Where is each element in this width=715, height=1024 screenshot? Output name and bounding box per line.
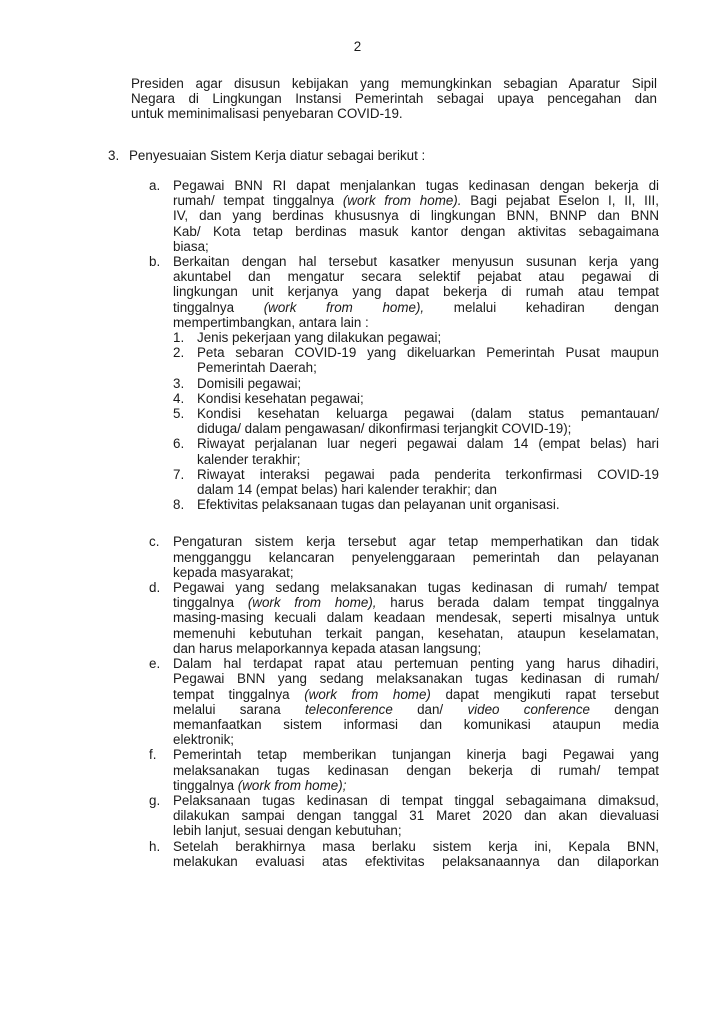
item-h xyxy=(149,839,659,869)
criteria-number: 7. xyxy=(173,466,185,482)
italic-term: (work from home), xyxy=(247,595,377,611)
item-line: dan harus melaporkannya kepada atasan langsung; xyxy=(173,640,482,656)
item-line: biasa; xyxy=(173,238,209,254)
item-line: rumah/ tempat tinggalnya (work from home). Bagi pejabat Eselon I, II, III, xyxy=(173,193,659,209)
criteria-number: 4. xyxy=(173,390,185,406)
criteria-number: 8. xyxy=(173,497,185,513)
criteria-line: kalender terakhir; xyxy=(197,451,301,467)
criteria-item xyxy=(173,406,659,436)
page-number: 2 xyxy=(353,39,362,54)
item-label: g. xyxy=(149,792,161,808)
item-line: dilakukan sampai dengan tanggal 31 Maret 2020 dan akan dievaluasi xyxy=(173,808,659,824)
criteria-line: Efektivitas pelaksanaan tugas dan pelayanan unit organisasi. xyxy=(197,497,560,513)
item-line: Pelaksanaan tugas kedinasan di tempat tinggal sebagaimana dimaksud, xyxy=(173,792,659,808)
intro-line: Negara di Lingkungan Instansi Pemerintah sebagai upaya pencegahan dan xyxy=(131,91,657,107)
criteria-line: Kondisi kesehatan pegawai; xyxy=(197,390,364,406)
item-line: lebih lanjut, sesuai dengan kebutuhan; xyxy=(173,823,402,839)
item-line: melalui sarana teleconference dan/ video conference dengan xyxy=(173,701,659,717)
criteria-line: dalam 14 (empat belas) hari kalender terakhir; dan xyxy=(197,482,497,498)
criteria-item xyxy=(173,330,659,345)
item-line: tinggalnya (work from home), harus berada dalam tempat tinggalnya xyxy=(173,595,659,611)
item-label: e. xyxy=(149,656,161,672)
criteria-line: Jenis pekerjaan yang dilakukan pegawai; xyxy=(197,330,442,346)
item-label: h. xyxy=(149,838,161,854)
item-line: tempat tinggalnya (work from home) dapat mengikuti rapat tersebut xyxy=(173,686,659,702)
item-line: Dalam hal terdapat rapat atau pertemuan penting yang harus dihadiri, xyxy=(173,656,659,672)
italic-term: (work from home) xyxy=(304,686,431,702)
item-line: Kab/ Kota tetap berdinas masuk kantor dengan aktivitas sebagaimana xyxy=(173,223,659,239)
criteria-item xyxy=(173,376,659,391)
item-line: Berkaitan dengan hal tersebut kasatker menyusun susunan kerja yang xyxy=(173,254,659,270)
item-line: Pegawai BNN yang sedang melaksanakan tugas kedinasan di rumah/ xyxy=(173,671,659,687)
item-line: kepada masyarakat; xyxy=(173,564,294,580)
criteria-number: 6. xyxy=(173,436,185,452)
item-label: a. xyxy=(149,178,161,193)
section-number: 3. xyxy=(108,148,120,163)
criteria-line: Pemerintah Daerah; xyxy=(197,360,317,376)
item-line: Pengaturan sistem kerja tersebut agar tetap memperhatikan dan tidak xyxy=(173,534,659,550)
intro-line: untuk meminimalisasi penyebaran COVID-19. xyxy=(131,106,403,122)
item-line: melakukan evaluasi atas efektivitas pelaksanaannya dan dilaporkan xyxy=(173,853,659,869)
section-title: Penyesuaian Sistem Kerja diatur sebagai berikut : xyxy=(129,148,426,163)
criteria-line: Peta sebaran COVID-19 yang dikeluarkan Pemerintah Pusat maupun xyxy=(197,345,659,361)
criteria-line: Riwayat perjalanan luar negeri pegawai dalam 14 (empat belas) hari xyxy=(197,436,659,452)
italic-term: (work from home); xyxy=(237,777,347,793)
criteria-number: 1. xyxy=(173,330,185,346)
item-f xyxy=(149,747,659,793)
item-line: IV, dan yang berdinas khususnya di lingkungan BNN, BNNP dan BNN xyxy=(173,208,659,224)
criteria-number: 2. xyxy=(173,345,185,361)
item-line: memenuhi kebutuhan terkait pangan, kesehatan, ataupun keselamatan, xyxy=(173,625,659,641)
item-line: Pegawai BNN RI dapat menjalankan tugas kedinasan dengan bekerja di xyxy=(173,178,659,193)
criteria-item xyxy=(173,391,659,406)
item-line: Setelah berakhirnya masa berlaku sistem kerja ini, Kepala BNN, xyxy=(173,838,659,854)
item-line: Pemerintah tetap memberikan tunjangan kinerja bagi Pegawai yang xyxy=(173,747,659,763)
item-line: Pegawai yang sedang melaksanakan tugas kedinasan di rumah/ tempat xyxy=(173,580,659,596)
section-3-items xyxy=(149,178,659,869)
criteria-line: Riwayat interaksi pegawai pada penderita terkonfirmasi COVID-19 xyxy=(197,466,659,482)
item-line: mengganggu kelancaran penyelenggaraan pemerintah dan pelayanan xyxy=(173,549,659,565)
criteria-line: Domisili pegawai; xyxy=(197,375,302,391)
item-c xyxy=(149,534,659,580)
italic-term: video conference xyxy=(467,701,591,717)
criteria-list xyxy=(173,330,659,512)
spacer xyxy=(149,512,659,534)
criteria-item xyxy=(173,497,659,512)
item-line: mempertimbangkan, antara lain : xyxy=(173,314,369,330)
criteria-number: 3. xyxy=(173,375,185,391)
item-line: akuntabel dan mengatur secara selektif pejabat atau pegawai di xyxy=(173,269,659,285)
item-label: d. xyxy=(149,580,161,596)
italic-term: teleconference xyxy=(304,701,393,717)
item-line: tinggalnya (work from home); xyxy=(173,777,347,793)
item-line: melaksanakan tugas kedinasan dengan bekerja di rumah/ tempat xyxy=(173,762,659,778)
criteria-line: Kondisi kesehatan keluarga pegawai (dalam status pemantauan/ xyxy=(197,406,659,422)
item-d xyxy=(149,580,659,656)
item-line: lingkungan unit kerjanya yang dapat bekerja di rumah atau tempat xyxy=(173,284,659,300)
italic-term: (work from home). xyxy=(342,193,462,209)
item-label: c. xyxy=(149,534,160,550)
item-line: memanfaatkan sistem informasi dan komunikasi ataupun media xyxy=(173,716,659,732)
criteria-line: diduga/ dalam pengawasan/ dikonfirmasi terjangkit COVID-19); xyxy=(197,421,572,437)
intro-paragraph xyxy=(131,76,657,122)
criteria-number: 5. xyxy=(173,406,185,422)
item-line: elektronik; xyxy=(173,732,235,748)
criteria-item xyxy=(173,436,659,466)
intro-line: Presiden agar disusun kebijakan yang memungkinkan sebagian Aparatur Sipil xyxy=(131,76,657,91)
criteria-item xyxy=(173,467,659,497)
item-label: f. xyxy=(149,747,157,763)
item-line: masing-masing kecuali dalam keadaan mendesak, seperti misalnya untuk xyxy=(173,610,659,626)
item-label: b. xyxy=(149,254,161,270)
item-a xyxy=(149,178,659,254)
item-b xyxy=(149,254,659,512)
item-g xyxy=(149,793,659,839)
item-line: tinggalnya (work from home), melalui kehadiran dengan xyxy=(173,299,659,315)
criteria-item xyxy=(173,345,659,375)
italic-term: (work from home), xyxy=(263,299,425,315)
item-e xyxy=(149,656,659,747)
